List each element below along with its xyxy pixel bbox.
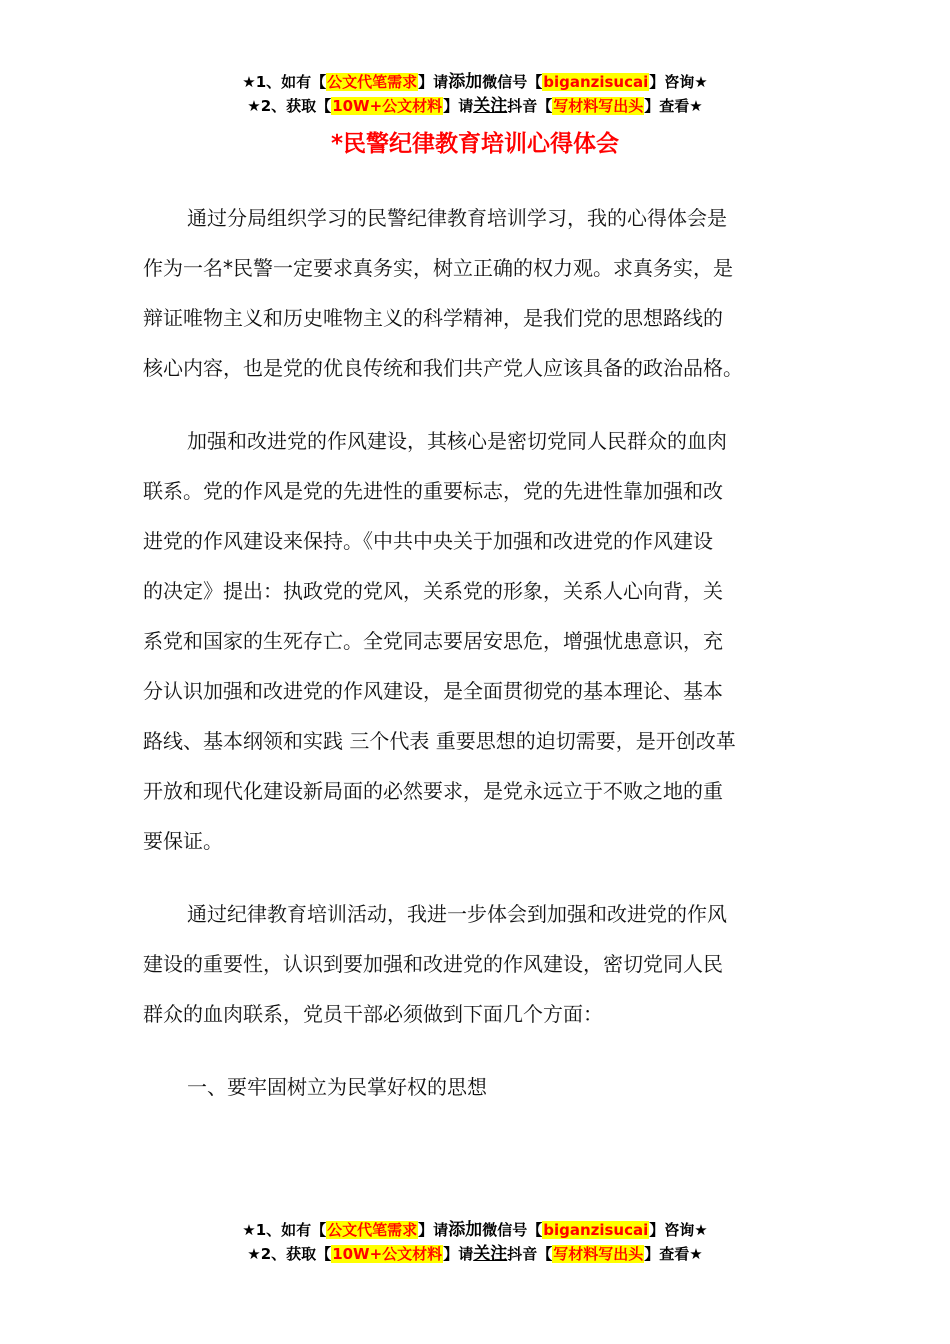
text-line: 开放和现代化建设新局面的必然要求，是党永远立于不败之地的重 xyxy=(143,779,723,803)
text-line: 群众的血肉联系，党员干部必须做到下面几个方面： xyxy=(143,1002,603,1026)
bottom-banner-line-2 xyxy=(0,1242,950,1266)
text-line: 加强和改进党的作风建设，其核心是密切党同人民群众的血肉 xyxy=(187,429,727,453)
banner-emphasis: 添加 xyxy=(448,1220,483,1240)
star-icon: ★ xyxy=(689,97,703,115)
star-icon: ★ xyxy=(242,1221,256,1239)
highlight-service: 公文代笔需求 xyxy=(327,1221,418,1239)
banner-text: 】查看 xyxy=(644,97,690,115)
text-line: 辩证唯物主义和历史唯物主义的科学精神，是我们党的思想路线的 xyxy=(143,306,723,330)
highlight-douyin: 写材料写出头 xyxy=(553,97,644,115)
text-line: 联系。党的作风是党的先进性的重要标志，党的先进性靠加强和改 xyxy=(143,479,723,503)
paragraph-1 xyxy=(143,193,808,393)
text-line: 分认识加强和改进党的作风建设，是全面贯彻党的基本理论、基本 xyxy=(143,679,723,703)
star-icon: ★ xyxy=(694,73,708,91)
banner-text: 】查看 xyxy=(644,1245,690,1263)
star-icon: ★ xyxy=(242,73,256,91)
document-body xyxy=(143,193,808,1112)
text-line: 要保证。 xyxy=(143,829,223,853)
banner-text: 】请 xyxy=(443,1245,474,1263)
text-line: 的决定》提出：执政党的党风，关系党的形象，关系人心向背，关 xyxy=(143,579,723,603)
star-icon: ★ xyxy=(247,97,261,115)
banner-text: 微信号【 xyxy=(482,1221,543,1239)
text-line: 进党的作风建设来保持。《中共中央关于加强和改进党的作风建设 xyxy=(143,529,713,553)
text-line: 核心内容，也是党的优良传统和我们共产党人应该具备的政治品格。 xyxy=(143,356,743,380)
banner-text: 微信号【 xyxy=(482,73,543,91)
banner-text: 1、如有【 xyxy=(255,73,327,91)
banner-text: 2、获取【 xyxy=(260,97,332,115)
highlight-wechat-id: biganzisucai xyxy=(543,73,649,91)
banner-text: 】咨询 xyxy=(649,73,695,91)
top-banner-line-1 xyxy=(0,70,950,94)
highlight-materials: 10W+公文材料 xyxy=(332,1245,443,1263)
banner-text: 2、获取【 xyxy=(260,1245,332,1263)
text-line: 作为一名*民警一定要求真务实，树立正确的权力观。求真务实，是 xyxy=(143,256,733,280)
banner-emphasis: 关注 xyxy=(473,96,508,116)
document-title: *民警纪律教育培训心得体会 xyxy=(330,131,620,157)
banner-text: 抖音【 xyxy=(507,1245,553,1263)
banner-text: 】咨询 xyxy=(649,1221,695,1239)
star-icon: ★ xyxy=(247,1245,261,1263)
section-heading: 一、要牢固树立为民掌好权的思想 xyxy=(187,1075,487,1099)
bottom-banner xyxy=(0,1218,950,1266)
top-banner-line-2 xyxy=(0,94,950,118)
banner-text: 】请 xyxy=(418,73,449,91)
top-banner xyxy=(0,70,950,118)
banner-emphasis: 添加 xyxy=(448,72,483,92)
highlight-wechat-id: biganzisucai xyxy=(543,1221,649,1239)
banner-text: 】请 xyxy=(443,97,474,115)
highlight-service: 公文代笔需求 xyxy=(327,73,418,91)
banner-emphasis: 关注 xyxy=(473,1244,508,1264)
paragraph-3 xyxy=(143,889,808,1039)
text-line: 建设的重要性，认识到要加强和改进党的作风建设，密切党同人民 xyxy=(143,952,723,976)
text-line: 系党和国家的生死存亡。全党同志要居安思危，增强忧患意识，充 xyxy=(143,629,723,653)
banner-text: 】请 xyxy=(418,1221,449,1239)
highlight-materials: 10W+公文材料 xyxy=(332,97,443,115)
star-icon: ★ xyxy=(689,1245,703,1263)
star-icon: ★ xyxy=(694,1221,708,1239)
highlight-douyin: 写材料写出头 xyxy=(553,1245,644,1263)
bottom-banner-line-1 xyxy=(0,1218,950,1242)
banner-text: 抖音【 xyxy=(507,97,553,115)
paragraph-2 xyxy=(143,416,808,866)
text-line: 路线、基本纲领和实践 三个代表 重要思想的迫切需要，是开创改革 xyxy=(143,729,736,753)
banner-text: 1、如有【 xyxy=(255,1221,327,1239)
text-line: 通过纪律教育培训活动，我进一步体会到加强和改进党的作风 xyxy=(187,902,727,926)
text-line: 通过分局组织学习的民警纪律教育培训学习，我的心得体会是 xyxy=(187,206,727,230)
